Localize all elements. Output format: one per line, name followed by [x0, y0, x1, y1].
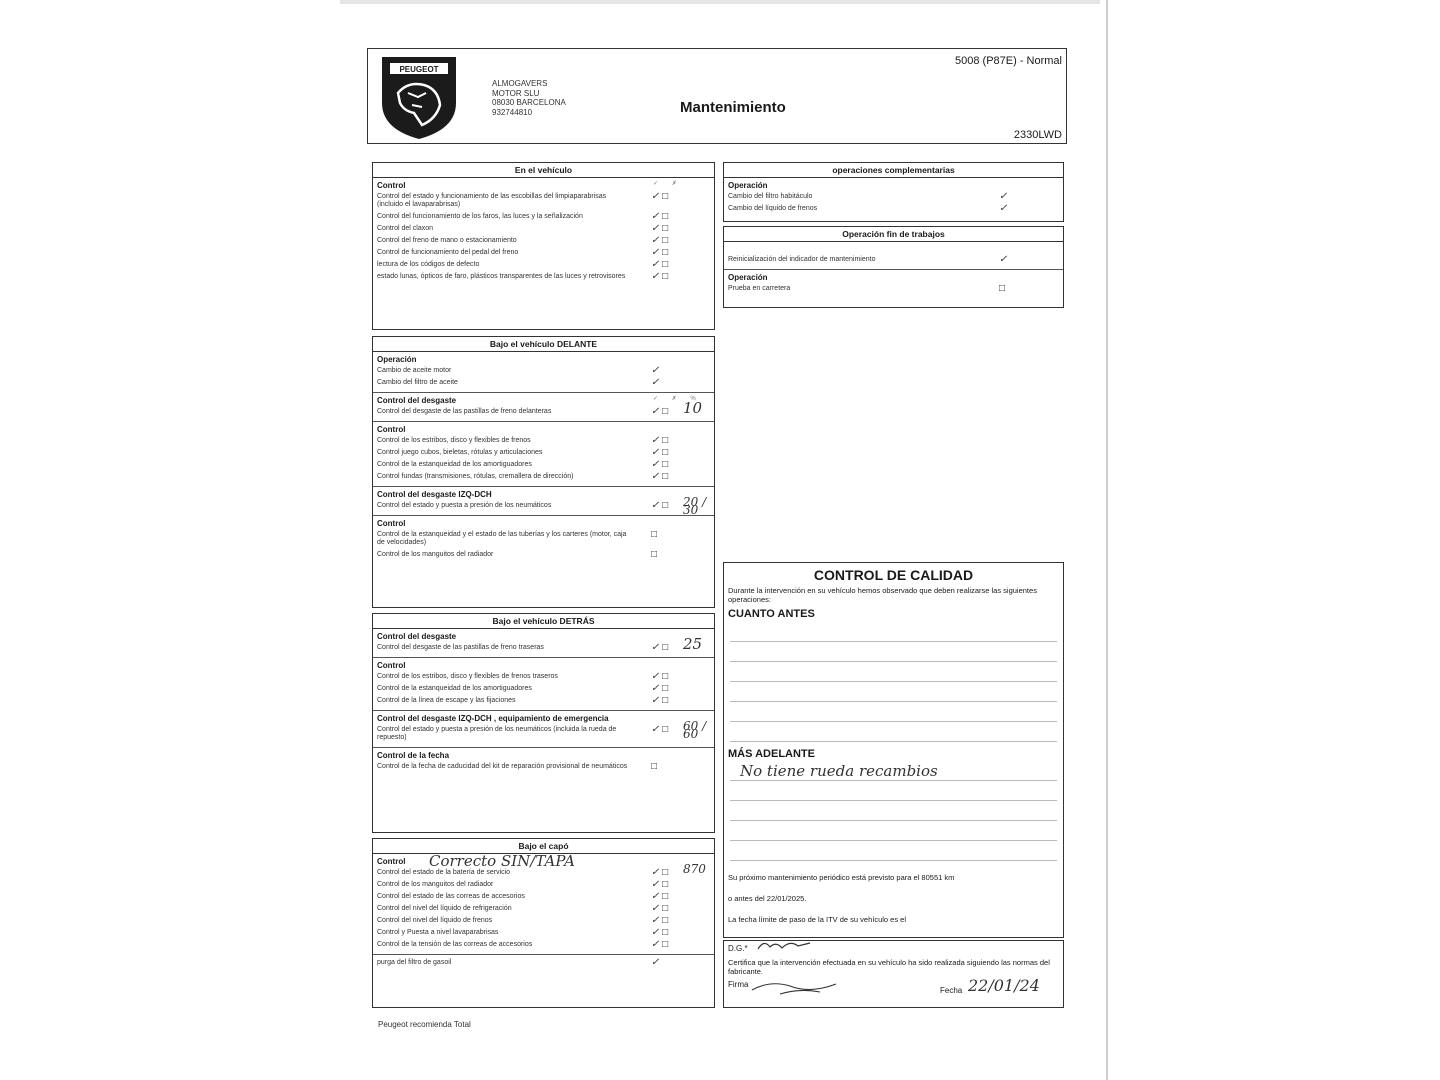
battery-value: 870 — [683, 862, 706, 876]
fecha-label: Fecha — [940, 986, 963, 995]
subsection-header: Control — [377, 857, 406, 866]
item-text: Cambio de aceite motor — [377, 367, 452, 374]
item-text: Cambio del filtro de aceite — [377, 379, 458, 386]
blank-line — [730, 841, 1057, 861]
checklist-item — [373, 247, 714, 259]
checklist-item — [373, 939, 714, 951]
subsection-header: Control del desgaste — [377, 396, 457, 405]
checkbox-mark: ✓ □ — [651, 223, 669, 234]
checklist-item — [373, 957, 714, 969]
subsection-fecha — [373, 748, 714, 776]
subsection-control — [373, 658, 714, 711]
checkbox-mark: ✓ □ — [651, 447, 669, 458]
item-text: Control del funcionamiento de los faros, las luces y la señalización — [377, 213, 583, 220]
checkbox-mark: □ — [651, 529, 658, 540]
checklist-item — [373, 235, 714, 247]
wear-percent-value: 10 — [683, 399, 703, 417]
item-text: Control del desgaste de las pastillas de freno delanteras — [377, 408, 552, 415]
checkbox-mark: ✓ — [651, 365, 660, 376]
subsection-operacion — [373, 352, 714, 393]
subsection-header: Operación — [728, 181, 768, 190]
dealer-info — [492, 79, 566, 117]
checklist-item — [724, 203, 1063, 215]
item-text: Control de los manguitos del radiador — [377, 881, 494, 888]
blank-line — [730, 622, 1057, 642]
checklist-item — [373, 399, 714, 418]
blank-line — [730, 801, 1057, 821]
checkbox-mark: ✓ □ — [651, 724, 669, 735]
checkbox-mark: ✓ □ — [651, 471, 669, 482]
checklist-item — [373, 719, 714, 744]
firma-label: Firma — [728, 980, 749, 989]
checklist-item — [373, 927, 714, 939]
wear-percent-value: 25 — [683, 635, 703, 653]
checkbox-mark: ✓ □ — [651, 191, 669, 202]
checkbox-mark: ✓ □ — [651, 435, 669, 446]
checklist-item — [373, 365, 714, 377]
section-title: Bajo el vehículo DELANTE — [373, 337, 714, 352]
dealer-line: 08030 BARCELONA — [492, 98, 566, 107]
checkbox-mark: ✓ □ — [651, 927, 669, 938]
logo-text: PEUGEOT — [399, 65, 439, 74]
section-title: Bajo el vehículo DETRÁS — [373, 614, 714, 629]
section-title: operaciones complementarias — [724, 163, 1063, 178]
section-title: Operación fin de trabajos — [724, 227, 1063, 242]
mas-adelante-heading: MÁS ADELANTE — [728, 748, 815, 760]
item-text: Control fundas (transmisiones, rótulas, cremallera de dirección) — [377, 473, 574, 480]
document-title: Mantenimiento — [680, 99, 786, 116]
quality-intro: Durante la intervención en su vehículo hemos observado que deben realizarse las siguientes operaciones: — [728, 586, 1037, 604]
checkbox-mark: ✓ — [651, 377, 660, 388]
checklist-item — [373, 671, 714, 683]
checklist-item — [373, 223, 714, 235]
item-text: Control del nivel del líquido de frenos — [377, 917, 493, 924]
item-text: Control del estado y funcionamiento de las escobillas del limpiaparabrisas (incluido el lavaparabrisas) — [377, 193, 607, 208]
dealer-line: MOTOR SLU — [492, 88, 540, 98]
itv-deadline: La fecha límite de paso de la ITV de su vehículo es el — [728, 915, 907, 924]
subsection-desgaste-emergencia — [373, 711, 714, 748]
blank-line — [730, 702, 1057, 722]
next-maintenance-km: Su próximo mantenimiento periódico está previsto para el 80551 km — [728, 873, 955, 882]
vehicle-plate: 2330LWD — [1013, 129, 1062, 141]
checklist-item — [373, 495, 714, 517]
checkbox-mark: ✓ □ — [651, 235, 669, 246]
item-text: Control juego cubos, bieletas, rótulas y articulaciones — [377, 449, 543, 456]
subsection-purga — [373, 955, 714, 972]
item-text: Control de los estribos, disco y flexibles de frenos — [377, 437, 531, 444]
tyre-percent-value: 20 / 30 — [683, 495, 707, 517]
checkbox-mark: ✓ □ — [651, 683, 669, 694]
subsection-header: Control del desgaste IZQ-DCH , equipamiento de emergencia — [377, 714, 609, 723]
section-bajo-detras — [372, 613, 715, 833]
cuanto-antes-heading: CUANTO ANTES — [728, 608, 815, 620]
checklist-item — [373, 903, 714, 915]
item-text: Control del claxon — [377, 225, 434, 232]
subsection-desgaste — [373, 629, 714, 658]
checkbox-mark: ✓ □ — [651, 671, 669, 682]
dealer-line: 932744810 — [492, 107, 533, 117]
section-en-vehiculo — [372, 162, 715, 330]
subsection-header: Control — [377, 519, 406, 528]
item-text: estado lunas, ópticos de faro, plásticos transparentes de las luces y retrovisores — [377, 273, 626, 280]
section-bajo-capo — [372, 838, 715, 1008]
dealer-line: ALMOGAVERS — [492, 79, 548, 88]
subsection-desgaste-izq-dch — [373, 487, 714, 516]
checklist-item — [373, 695, 714, 707]
handwritten-note: No tiene rueda recambios — [730, 762, 1057, 781]
dg-signature — [754, 937, 814, 953]
checklist-item — [373, 191, 714, 211]
checklist-item — [373, 447, 714, 459]
item-text: Control del nivel del líquido de refrigeración — [377, 905, 512, 912]
checklist-item — [724, 283, 1063, 295]
subsection-control — [373, 422, 714, 487]
item-text: lectura de los códigos de defecto — [377, 261, 480, 268]
subsection-operacion — [724, 270, 1063, 298]
item-text: Control de funcionamiento del pedal del freno — [377, 249, 519, 256]
signature — [750, 976, 840, 998]
handwritten-note: Correcto SIN/TAPA — [429, 852, 575, 870]
checkbox-mark: ✓ □ — [651, 903, 669, 914]
item-text: Prueba en carretera — [728, 285, 791, 292]
checklist-item — [724, 191, 1063, 203]
document-header — [367, 48, 1067, 144]
subsection-header: Operación — [728, 273, 768, 282]
subsection-reinicio — [724, 242, 1063, 270]
tyre-percent-value: 60 / 60 — [683, 719, 707, 741]
checkbox-mark: ✓ □ — [651, 891, 669, 902]
checklist-item — [373, 635, 714, 654]
section-title: En el vehículo — [373, 163, 714, 178]
item-text: Control de la tensión de las correas de accesorios — [377, 941, 533, 948]
item-text: Control del estado de la batería de servicio — [377, 869, 511, 876]
item-text: Control de la estanqueidad de los amortiguadores — [377, 685, 532, 692]
checklist-item — [373, 259, 714, 271]
item-text: Control de los estribos, disco y flexibles de frenos traseros — [377, 673, 558, 680]
checkbox-legend: ✓ ✗ — [653, 181, 683, 187]
checkbox-mark: ✓ □ — [651, 211, 669, 222]
subsection-header: Control — [377, 661, 406, 670]
blank-line — [730, 642, 1057, 662]
checklist-item — [373, 683, 714, 695]
checkbox-mark: ✓ □ — [651, 247, 669, 258]
checklist-item — [373, 761, 714, 773]
next-maintenance-date: o antes del 22/01/2025. — [728, 894, 807, 903]
subsection-header: Control del desgaste IZQ-DCH — [377, 490, 492, 499]
section-control-calidad — [723, 562, 1064, 938]
blank-line — [730, 682, 1057, 702]
checklist-item — [373, 529, 714, 549]
checklist-item — [373, 271, 714, 283]
signature-row — [724, 976, 1063, 1002]
blank-line — [730, 781, 1057, 801]
checkbox-mark: ✓ — [999, 203, 1008, 214]
checklist-item — [373, 891, 714, 903]
checkbox-mark: ✓ □ — [651, 271, 669, 282]
item-text: purga del filtro de gasoil — [377, 959, 452, 966]
checklist-item — [373, 549, 714, 561]
item-text: Control y Puesta a nivel lavaparabrisas — [377, 929, 499, 936]
checkbox-mark: ✓ □ — [651, 642, 669, 653]
checkbox-mark: ✓ □ — [651, 459, 669, 470]
vehicle-model: 5008 (P87E) - Normal — [955, 55, 1062, 67]
item-text: Control del freno de mano o estacionamiento — [377, 237, 517, 244]
section-title: Bajo el capó — [373, 839, 714, 854]
subsection-header: Control del desgaste — [377, 632, 457, 641]
checkbox-legend: ✓ ✗ % — [653, 396, 702, 402]
peugeot-lion-logo — [378, 53, 460, 141]
checkbox-mark: □ — [999, 283, 1006, 294]
item-text: Cambio del filtro habitáculo — [728, 193, 813, 200]
checklist-item — [373, 435, 714, 447]
certification-text: Certifica que la intervención efectuada en su vehículo ha sido realizada siguiendo las normas del fabricante. — [728, 958, 1050, 976]
dg-line — [724, 941, 1063, 956]
item-text: Control del estado y puesta a presión de los neumáticos — [377, 502, 552, 509]
item-text: Control del desgaste de las pastillas de freno traseras — [377, 644, 544, 651]
subsection-header: Operación — [377, 355, 417, 364]
section-certificacion — [723, 940, 1064, 1008]
subsection-desgaste — [373, 393, 714, 422]
checkbox-mark: ✓ □ — [651, 406, 669, 417]
item-text: Control de la línea de escape y las fijaciones — [377, 697, 516, 704]
checklist-item — [373, 862, 714, 879]
checkbox-mark: ✓ □ — [651, 915, 669, 926]
section-fin-trabajos — [723, 226, 1064, 308]
footer-note: Peugeot recomienda Total — [378, 1020, 471, 1029]
section-bajo-delante — [372, 336, 715, 608]
checklist-item — [373, 377, 714, 389]
subsection-header: Control — [377, 181, 406, 190]
item-text: Control del estado y puesta a presión de los neumáticos (incluida la rueda de repuesto) — [377, 726, 617, 741]
checkbox-mark: □ — [651, 549, 658, 560]
checklist-item — [373, 915, 714, 927]
item-text: Control de los manguitos del radiador — [377, 551, 494, 558]
subsection-control-2 — [373, 516, 714, 564]
item-text: Control del estado de las correas de accesorios — [377, 893, 525, 900]
fecha-value: 22/01/24 — [968, 976, 1040, 995]
item-text: Cambio del líquido de frenos — [728, 205, 818, 212]
blank-line — [730, 821, 1057, 841]
checkbox-mark: ✓ — [999, 191, 1008, 202]
checkbox-mark: ✓ — [999, 254, 1008, 265]
checkbox-mark: ✓ — [651, 957, 660, 968]
item-text: Reinicialización del indicador de mantenimiento — [728, 256, 876, 263]
checkbox-mark: ✓ □ — [651, 500, 669, 511]
section-ops-complementarias — [723, 162, 1064, 222]
item-text: Control de la estanqueidad y el estado de las tuberías y los carteres (motor, caja de velocidades) — [377, 531, 627, 546]
checkbox-mark: ✓ □ — [651, 939, 669, 950]
checklist-item — [373, 471, 714, 483]
subsection-header: Control — [377, 425, 406, 434]
checklist-item — [724, 254, 1063, 266]
checklist-item — [373, 211, 714, 223]
checkbox-mark: ✓ □ — [651, 259, 669, 270]
item-text: Control de la fecha de caducidad del kit de reparación provisional de neumáticos — [377, 763, 628, 770]
subsection-control — [373, 178, 714, 286]
quality-title: CONTROL DE CALIDAD — [813, 567, 974, 583]
item-text: Control de la estanqueidad de los amortiguadores — [377, 461, 532, 468]
checkbox-mark: ✓ □ — [651, 867, 669, 878]
checkbox-mark: ✓ □ — [651, 879, 669, 890]
subsection-header: Control de la fecha — [377, 751, 450, 760]
checklist-item — [373, 879, 714, 891]
checkbox-mark: □ — [651, 761, 658, 772]
checklist-item — [373, 459, 714, 471]
blank-line — [730, 662, 1057, 682]
blank-line — [730, 722, 1057, 742]
checkbox-mark: ✓ □ — [651, 695, 669, 706]
dg-label: D.G.* — [728, 944, 748, 953]
subsection-control — [373, 854, 714, 955]
subsection-operacion — [724, 178, 1063, 218]
